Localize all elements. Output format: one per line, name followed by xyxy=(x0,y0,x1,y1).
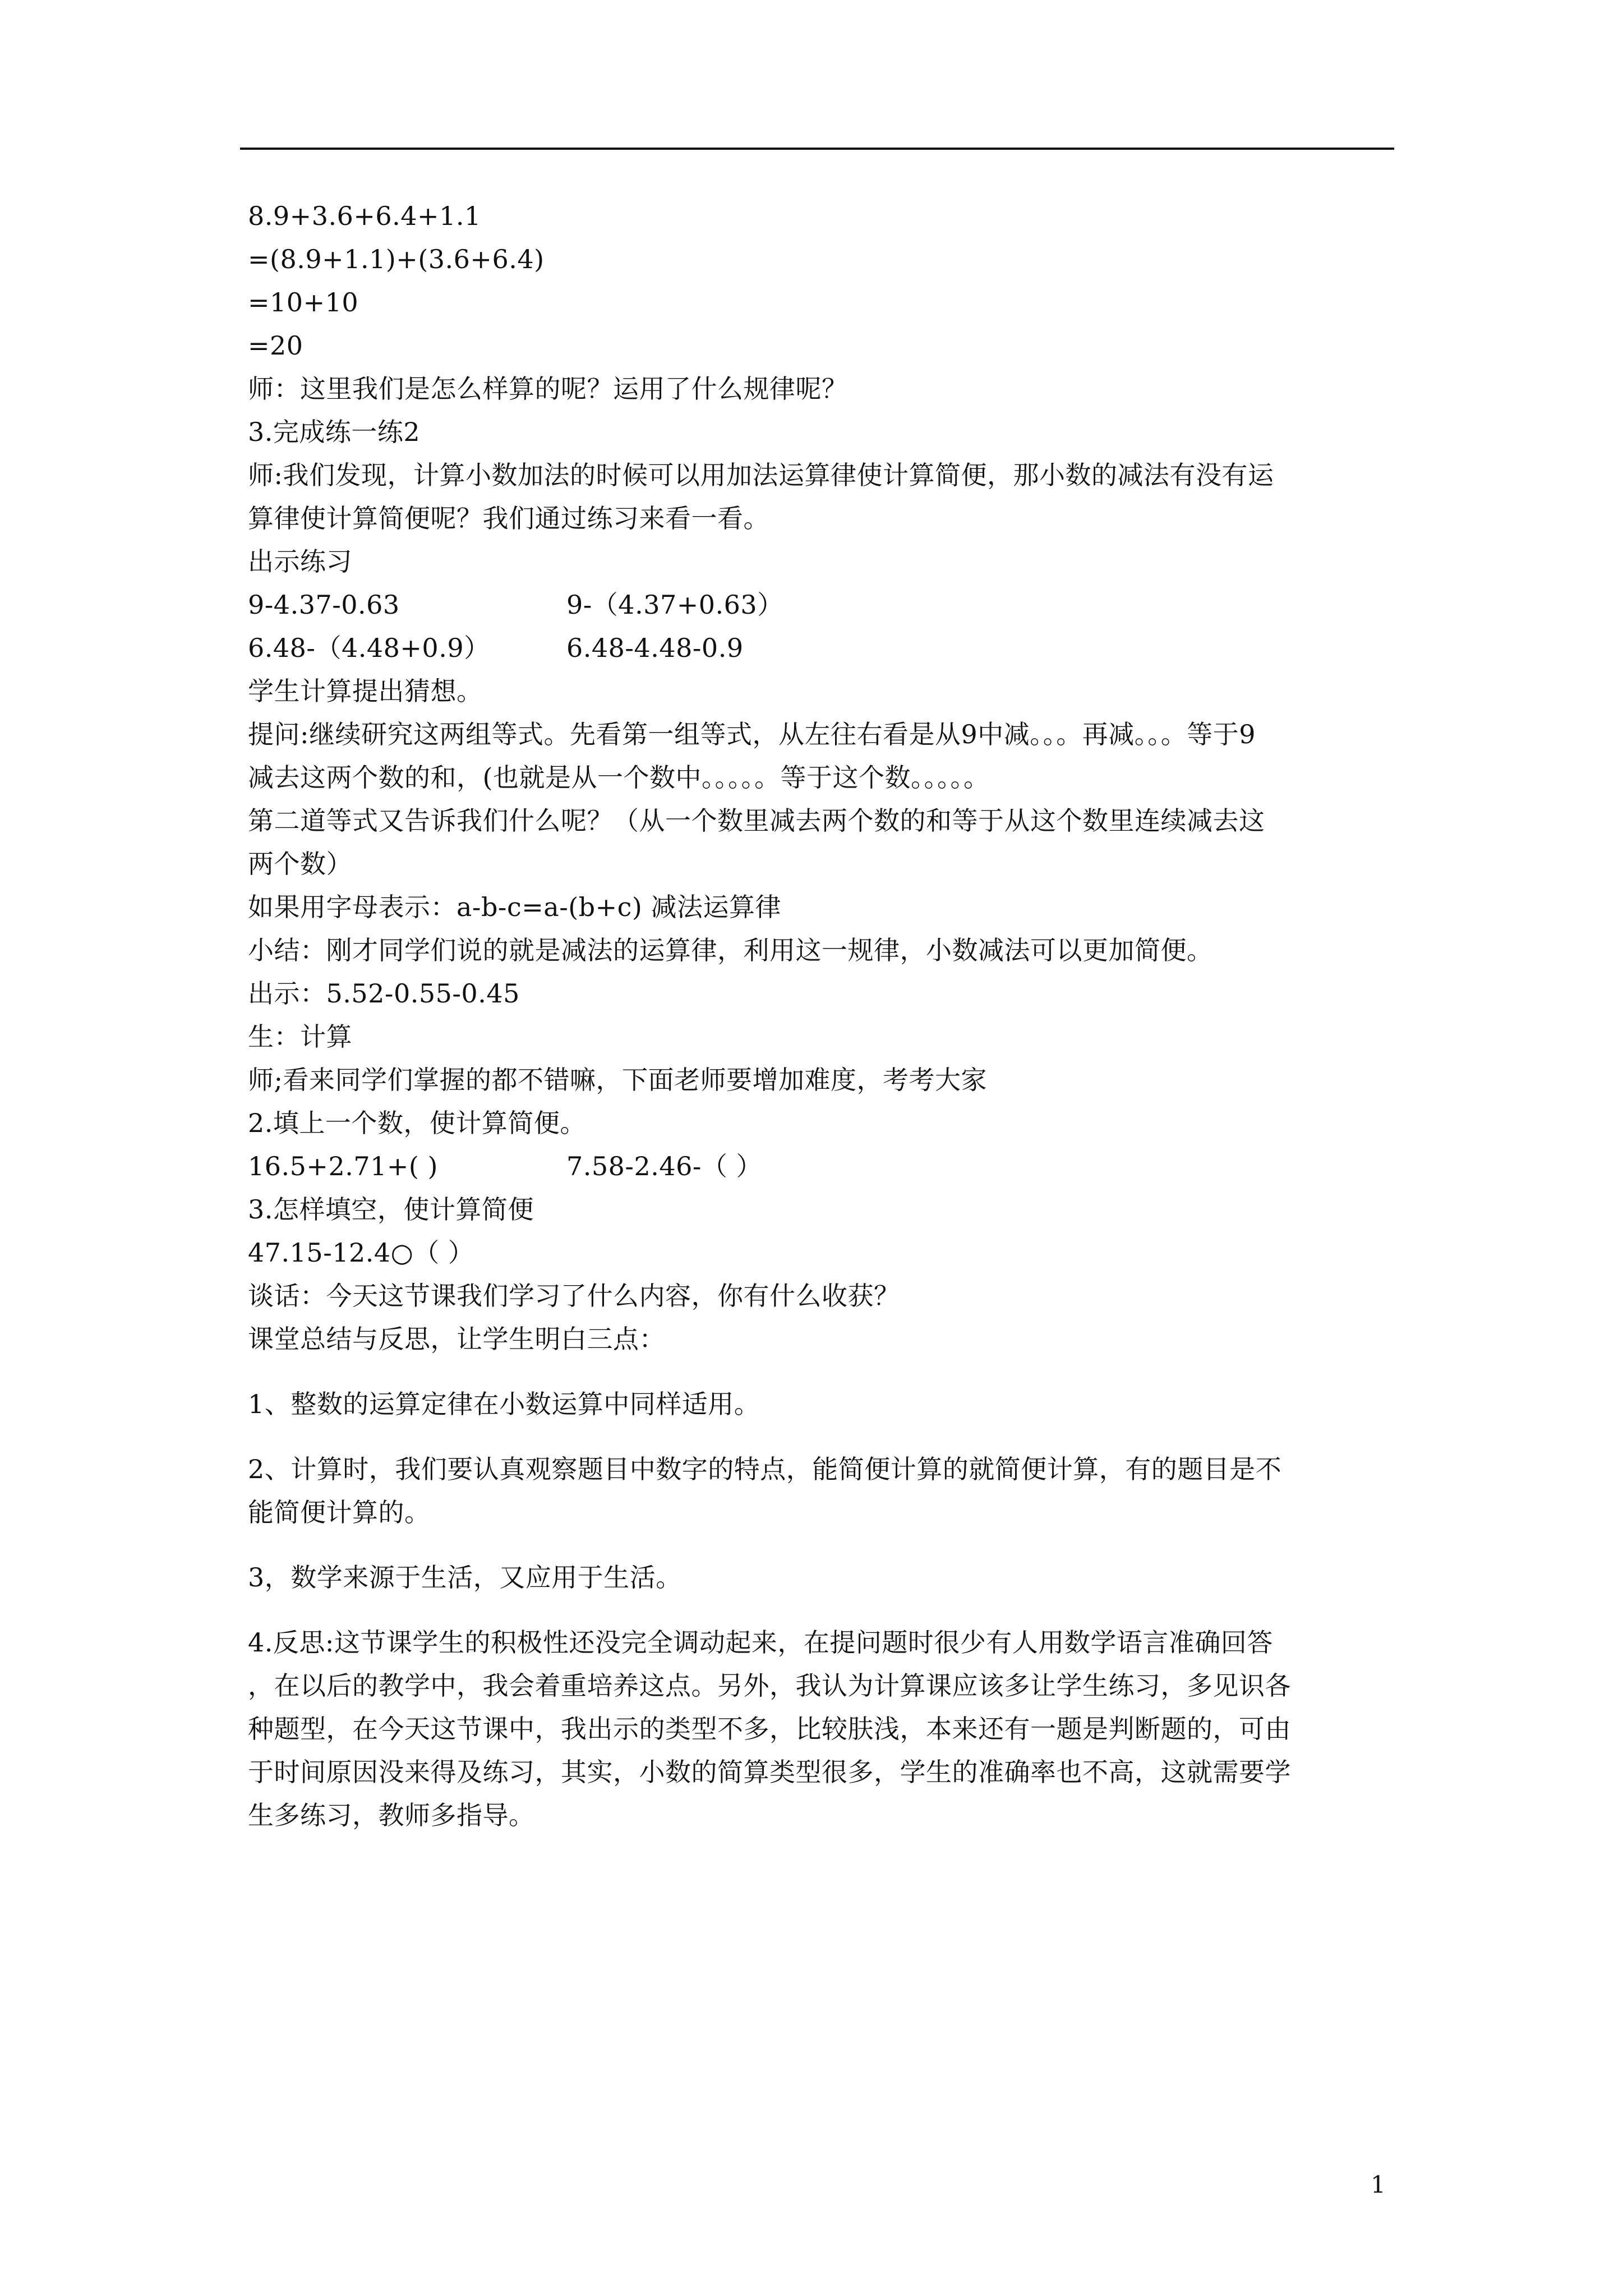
calc-line: =(8.9+1.1)+(3.6+6.4) xyxy=(248,244,545,274)
text-line: 算律使计算简便呢？我们通过练习来看一看。 xyxy=(248,503,769,533)
summary-point: 1、整数的运算定律在小数运算中同样适用。 xyxy=(248,1389,760,1419)
reflection-line: 种题型，在今天这节课中，我出示的类型不多，比较肤浅，本来还有一题是判断题的，可由 xyxy=(248,1714,1291,1744)
text-line: 两个数） xyxy=(248,849,352,879)
text-line: 提问:继续研究这两组等式。先看第一组等式，从左往右看是从9中减。。。再减。。。等于9 xyxy=(248,719,1256,749)
summary-point: 2、计算时，我们要认真观察题目中数字的特点，能简便计算的就简便计算，有的题目是不 xyxy=(248,1454,1282,1484)
reflection-line: 生多练习，教师多指导。 xyxy=(248,1800,535,1830)
reflection-line: ，在以后的教学中，我会着重培养这点。另外，我认为计算课应该多让学生练习，多见识各 xyxy=(248,1671,1291,1701)
practice-expr: 6.48-（4.48+0.9） xyxy=(248,633,490,663)
text-line: 第二道等式又告诉我们什么呢？（从一个数里减去两个数的和等于从这个数里连续减去这 xyxy=(248,806,1265,836)
summary-point: 能简便计算的。 xyxy=(248,1497,431,1527)
section-heading: 2.填上一个数，使计算简便。 xyxy=(248,1108,586,1138)
fill-expr: 7.58-2.46-（ ） xyxy=(566,1151,763,1181)
text-line: 师:我们发现，计算小数加法的时候可以用加法运算律使计算简便，那小数的减法有没有运 xyxy=(248,460,1274,490)
section-heading: 3.怎样填空，使计算简便 xyxy=(248,1194,534,1225)
reflection-line: 4.反思:这节课学生的积极性还没完全调动起来，在提问题时很少有人用数学语言准确回答 xyxy=(248,1627,1273,1658)
header-rule xyxy=(240,148,1394,150)
practice-expr: 6.48-4.48-0.9 xyxy=(566,633,744,663)
section-heading: 3.完成练一练2 xyxy=(248,417,421,447)
fill-expr: 47.15-12.4○（ ） xyxy=(248,1237,474,1268)
calc-line: =10+10 xyxy=(248,287,359,318)
text-line: 出示：5.52-0.55-0.45 xyxy=(248,978,520,1009)
summary-point: 3，数学来源于生活，又应用于生活。 xyxy=(248,1562,682,1593)
calc-line: 8.9+3.6+6.4+1.1 xyxy=(248,201,481,231)
fill-expr: 16.5+2.71+( ) xyxy=(248,1151,438,1181)
practice-expr: 9-（4.37+0.63） xyxy=(566,590,783,620)
text-line: 生：计算 xyxy=(248,1022,352,1052)
text-line: 谈话：今天这节课我们学习了什么内容，你有什么收获？ xyxy=(248,1281,900,1311)
reflection-line: 于时间原因没来得及练习，其实，小数的简算类型很多，学生的准确率也不高，这就需要学 xyxy=(248,1757,1291,1787)
practice-expr: 9-4.37-0.63 xyxy=(248,590,400,620)
text-line: 如果用字母表示：a-b-c=a-(b+c) 减法运算律 xyxy=(248,892,781,922)
calc-line: =20 xyxy=(248,330,303,361)
page-number: 1 xyxy=(1371,2171,1386,2198)
text-line: 课堂总结与反思，让学生明白三点： xyxy=(248,1324,665,1354)
text-line: 出示练习 xyxy=(248,546,352,577)
text-line: 小结：刚才同学们说的就是减法的运算律，利用这一规律，小数减法可以更加简便。 xyxy=(248,935,1213,965)
text-line: 师：这里我们是怎么样算的呢？运用了什么规律呢？ xyxy=(248,374,848,404)
text-line: 师;看来同学们掌握的都不错嘛，下面老师要增加难度，考考大家 xyxy=(248,1065,987,1095)
text-line: 学生计算提出猜想。 xyxy=(248,676,483,706)
text-line: 减去这两个数的和，(也就是从一个数中。。。。。等于这个数。。。。。 xyxy=(248,762,990,793)
